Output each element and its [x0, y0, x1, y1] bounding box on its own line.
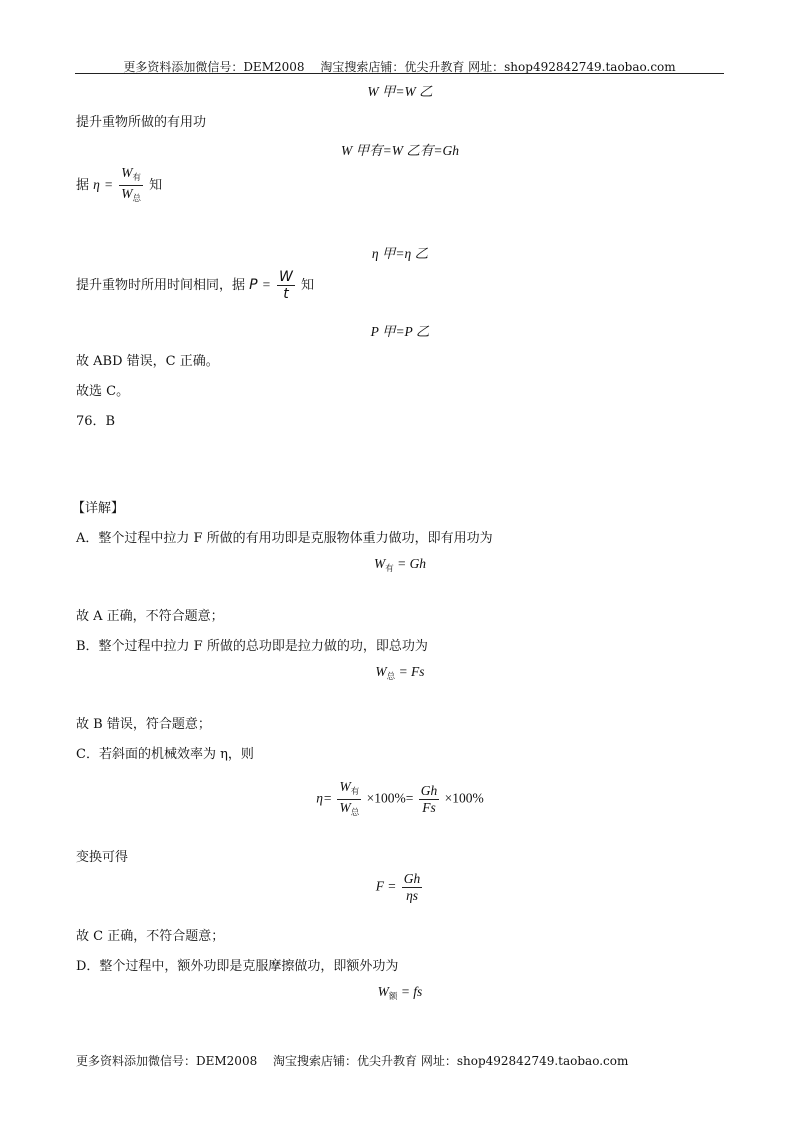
text-by-efficiency	[76, 166, 162, 205]
b-eq-w: W	[375, 664, 387, 679]
f-fraction	[402, 872, 423, 903]
header-divider	[75, 73, 724, 74]
equation-c-efficiency	[0, 780, 800, 819]
power-denominator: t	[283, 286, 289, 302]
text-abd-wrong: 故 ABD 错误，C 正确。	[76, 354, 219, 369]
c-den2: Fs	[422, 800, 436, 815]
f-num: Gh	[403, 871, 421, 886]
text-by-prefix: 据	[76, 178, 90, 193]
eta-numerator: W	[121, 165, 133, 180]
equation-power-equal: P 甲=P 乙	[370, 324, 430, 339]
page-header: 更多资料添加微信号：DEM2008 淘宝搜索店铺：优尖升教育 网址：shop492842749.taobao.com	[123, 60, 676, 74]
text-by-suffix: 知	[149, 178, 163, 193]
c-fraction-2	[419, 784, 440, 815]
option-a-conclusion: 故 A 正确，不符合题意；	[76, 609, 224, 624]
c-end: ×100%	[444, 790, 484, 806]
a-eq-rest: = Gh	[393, 556, 427, 571]
c-fraction-1	[337, 780, 361, 819]
a-eq-sub: 有	[385, 563, 394, 573]
c-num1-sub: 有	[350, 786, 360, 796]
c-mid: ×100%=	[366, 790, 414, 806]
eta-symbol: η	[93, 177, 100, 192]
text-useful-work-intro: 提升重物所做的有用功	[76, 115, 207, 130]
equation-a-useful-work	[0, 556, 800, 574]
d-eq-sub: 额	[388, 991, 398, 1001]
page-footer: 更多资料添加微信号：DEM2008 淘宝搜索店铺：优尖升教育 网址：shop492842749.taobao.com	[76, 1054, 629, 1068]
option-d-text: D．整个过程中，额外功即是克服摩擦做功，即额外功为	[76, 959, 399, 974]
equation-efficiency-equal: η 甲=η 乙	[371, 246, 429, 261]
equation-useful-work: W 甲有=W 乙有=Gh	[341, 143, 459, 158]
text-time-suffix: 知	[301, 278, 315, 293]
power-numerator: W	[279, 269, 293, 285]
d-eq-w: W	[377, 984, 389, 999]
eta-denominator: W	[121, 186, 133, 201]
f-den: ηs	[406, 888, 419, 903]
detail-heading: 【详解】	[72, 501, 125, 516]
equation-b-total-work	[0, 664, 800, 682]
d-eq-rest: = fs	[397, 984, 423, 999]
b-eq-rest: = Fs	[395, 664, 425, 679]
equation-d-extra-work	[0, 984, 800, 1002]
power-fraction	[277, 270, 295, 301]
eta-numerator-sub: 有	[132, 172, 142, 182]
c-num2: Gh	[420, 783, 438, 798]
text-choose-c: 故选 C。	[76, 384, 130, 399]
text-transform: 变换可得	[76, 850, 129, 865]
option-c-text: C．若斜面的机械效率为 η，则	[76, 747, 254, 762]
f-lhs: F =	[375, 878, 400, 894]
c-eta: η=	[316, 790, 333, 806]
option-c-conclusion: 故 C 正确，不符合题意；	[76, 929, 225, 944]
power-equals: =	[261, 277, 271, 292]
option-a-text: A．整个过程中拉力 F 所做的有用功即是克服物体重力做功，即有用功为	[76, 531, 493, 546]
power-symbol: P	[249, 277, 258, 293]
eta-equals: =	[104, 177, 114, 192]
option-b-conclusion: 故 B 错误，符合题意；	[76, 717, 211, 732]
eta-denominator-sub: 总	[132, 193, 142, 203]
equation-c-force	[0, 872, 800, 903]
text-time-prefix: 提升重物时所用时间相同，据	[76, 278, 246, 293]
eta-fraction	[119, 166, 143, 205]
equation-work-equal: W 甲=W 乙	[367, 84, 433, 99]
c-den1: W	[339, 800, 351, 815]
a-eq-w: W	[373, 556, 386, 571]
question-number-answer: 76．B	[76, 414, 116, 429]
c-num1: W	[339, 779, 351, 794]
option-b-text: B．整个过程中拉力 F 所做的总功即是拉力做的功，即总功为	[76, 639, 428, 654]
b-eq-sub: 总	[386, 671, 396, 681]
c-den1-sub: 总	[350, 807, 360, 817]
text-time-same	[76, 270, 314, 301]
